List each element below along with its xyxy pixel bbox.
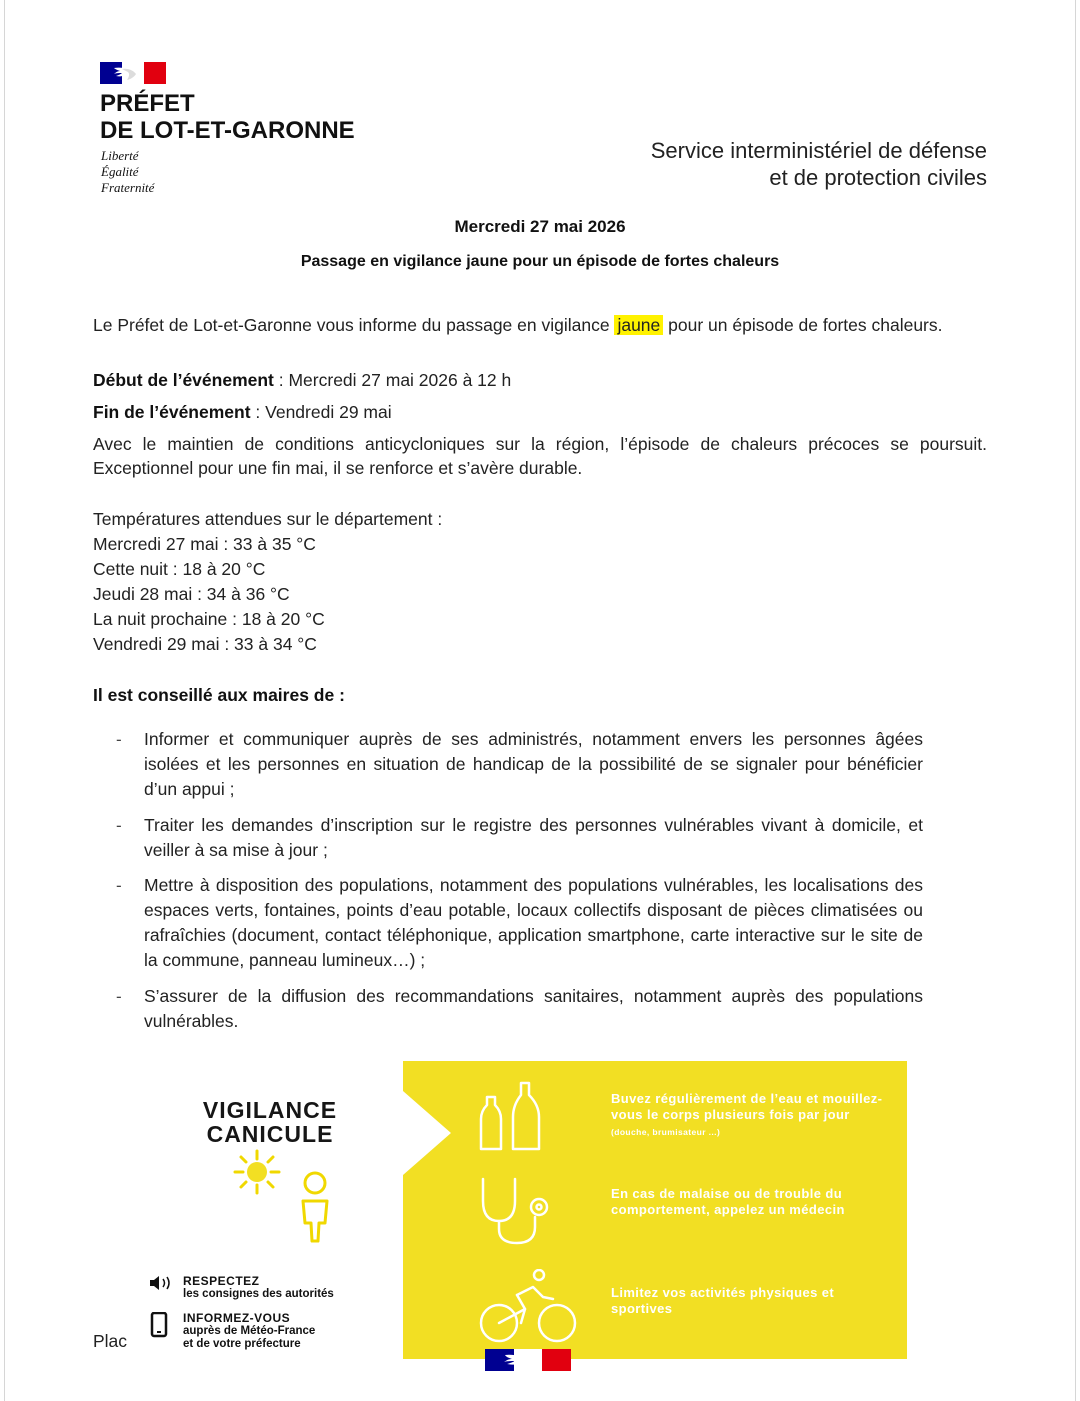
- poster-marianne-logo: [485, 1349, 571, 1371]
- intro-after: pour un épisode de fortes chaleurs.: [668, 315, 943, 335]
- advice-hydrate: [611, 1091, 891, 1140]
- vigilance-title-line1: VIGILANCE: [202, 1097, 338, 1123]
- respect-title: RESPECTEZ: [183, 1274, 260, 1288]
- event-start-label: Début de l’événement: [93, 370, 274, 390]
- advice-item: S’assurer de la diffusion des recommandations sanitaires, notamment auprès des populations vulnérables.: [144, 986, 923, 1031]
- bullet-marker: -: [116, 730, 122, 749]
- vigilance-canicule-poster: [137, 1061, 907, 1359]
- inform-subtitle-line2: et de votre préfecture: [183, 1338, 301, 1350]
- motto-egalite: Égalité: [101, 164, 139, 179]
- vigilance-title-line2: CANICULE: [206, 1121, 334, 1147]
- temperature-item: Cette nuit : 18 à 20 °C: [93, 559, 266, 579]
- sun-person-icon: [223, 1149, 343, 1245]
- service-name-line2: et de protection civiles: [769, 165, 987, 190]
- advice-doctor: En cas de malaise ou de trouble du comportement, appelez un médecin: [611, 1186, 845, 1217]
- water-bottles-icon: [477, 1079, 551, 1153]
- advice-item: Informer et communiquer auprès de ses administrés, notamment envers les personnes âgées isolées et les personnes en situation de handicap de la possibilité de se signaler pour bénéficier d’un appui ;: [144, 729, 923, 799]
- motto-fraternite: Fraternité: [101, 180, 155, 195]
- context-paragraph: Avec le maintien de conditions anticycloniques sur la région, l’épisode de chaleurs précoces se poursuit. Exceptionnel pour une fin mai, il se renforce et s’avère durable.: [93, 434, 987, 478]
- cyclist-icon: [477, 1269, 577, 1345]
- poster-arrow-cutout: [403, 1061, 455, 1359]
- stethoscope-icon: [477, 1173, 557, 1249]
- event-start-value: : Mercredi 27 mai 2026 à 12 h: [273, 370, 512, 390]
- vigilance-title: [137, 1098, 403, 1146]
- advice-item: Traiter les demandes d’inscription sur le registre des personnes vulnérables vivant à domicile, et veiller à sa mise à jour ;: [144, 815, 923, 860]
- inform-subtitle-line1: auprès de Météo-France: [183, 1325, 316, 1337]
- temperature-list: [93, 507, 987, 657]
- release-title: Passage en vigilance jaune pour un épisode de fortes chaleurs: [300, 253, 780, 270]
- bullet-marker: -: [116, 876, 122, 895]
- bullet-marker: -: [116, 987, 122, 1006]
- advice-heading: Il est conseillé aux maires de :: [93, 685, 345, 705]
- advice-limit-activity: Limitez vos activités physiques et sportives: [611, 1285, 835, 1316]
- speaker-icon: [149, 1275, 177, 1291]
- temperature-item: Jeudi 28 mai : 34 à 36 °C: [93, 584, 290, 604]
- advice-hydrate-text: Buvez régulièrement de l’eau et mouillez-vous le corps plusieurs fois par jour: [611, 1091, 883, 1122]
- advice-hydrate-note: (douche, brumisateur ...): [611, 1127, 721, 1137]
- prefecture-name-line2: DE LOT-ET-GARONNE: [100, 117, 355, 144]
- temperature-item: Vendredi 29 mai : 33 à 34 °C: [93, 634, 317, 654]
- service-name: [651, 137, 987, 191]
- advice-item: Mettre à disposition des populations, notamment des populations vulnérables, les localisations des espaces verts, fontaines, points d’eau potable, locaux collectifs disposant de pièces climatisées ou rafraîchies (document, contact téléphonique, application smartphone, carte interactive sur le site de la commune, panneau lumineux…) ;: [144, 875, 923, 970]
- release-date: Mercredi 27 mai 2026: [454, 217, 626, 236]
- event-end-label: Fin de l’événement: [93, 402, 251, 422]
- intro-paragraph: [93, 313, 987, 337]
- prefecture-name: [100, 90, 355, 144]
- temperature-heading: Températures attendues sur le département :: [93, 509, 443, 529]
- temperature-item: La nuit prochaine : 18 à 20 °C: [93, 609, 325, 629]
- marianne-logo: [100, 62, 166, 84]
- event-end-value: : Vendredi 29 mai: [250, 402, 392, 422]
- intro-before: Le Préfet de Lot-et-Garonne vous informe du passage en vigilance: [93, 315, 610, 335]
- respect-subtitle: les consignes des autorités: [183, 1288, 334, 1300]
- temperature-item: Mercredi 27 mai : 33 à 35 °C: [93, 534, 316, 554]
- trailing-text: Plac: [93, 1331, 128, 1351]
- event-start: [93, 368, 987, 392]
- vigilance-level-highlight: jaune: [614, 315, 663, 335]
- event-end: [93, 400, 987, 424]
- smartphone-icon: [149, 1312, 169, 1338]
- motto-liberte: Liberté: [101, 148, 139, 163]
- service-name-line1: Service interministériel de défense: [650, 138, 987, 163]
- republic-motto: [101, 148, 154, 196]
- bullet-marker: -: [116, 816, 122, 835]
- prefecture-name-line1: PRÉFET: [100, 90, 195, 117]
- inform-title: INFORMEZ-VOUS: [183, 1311, 291, 1325]
